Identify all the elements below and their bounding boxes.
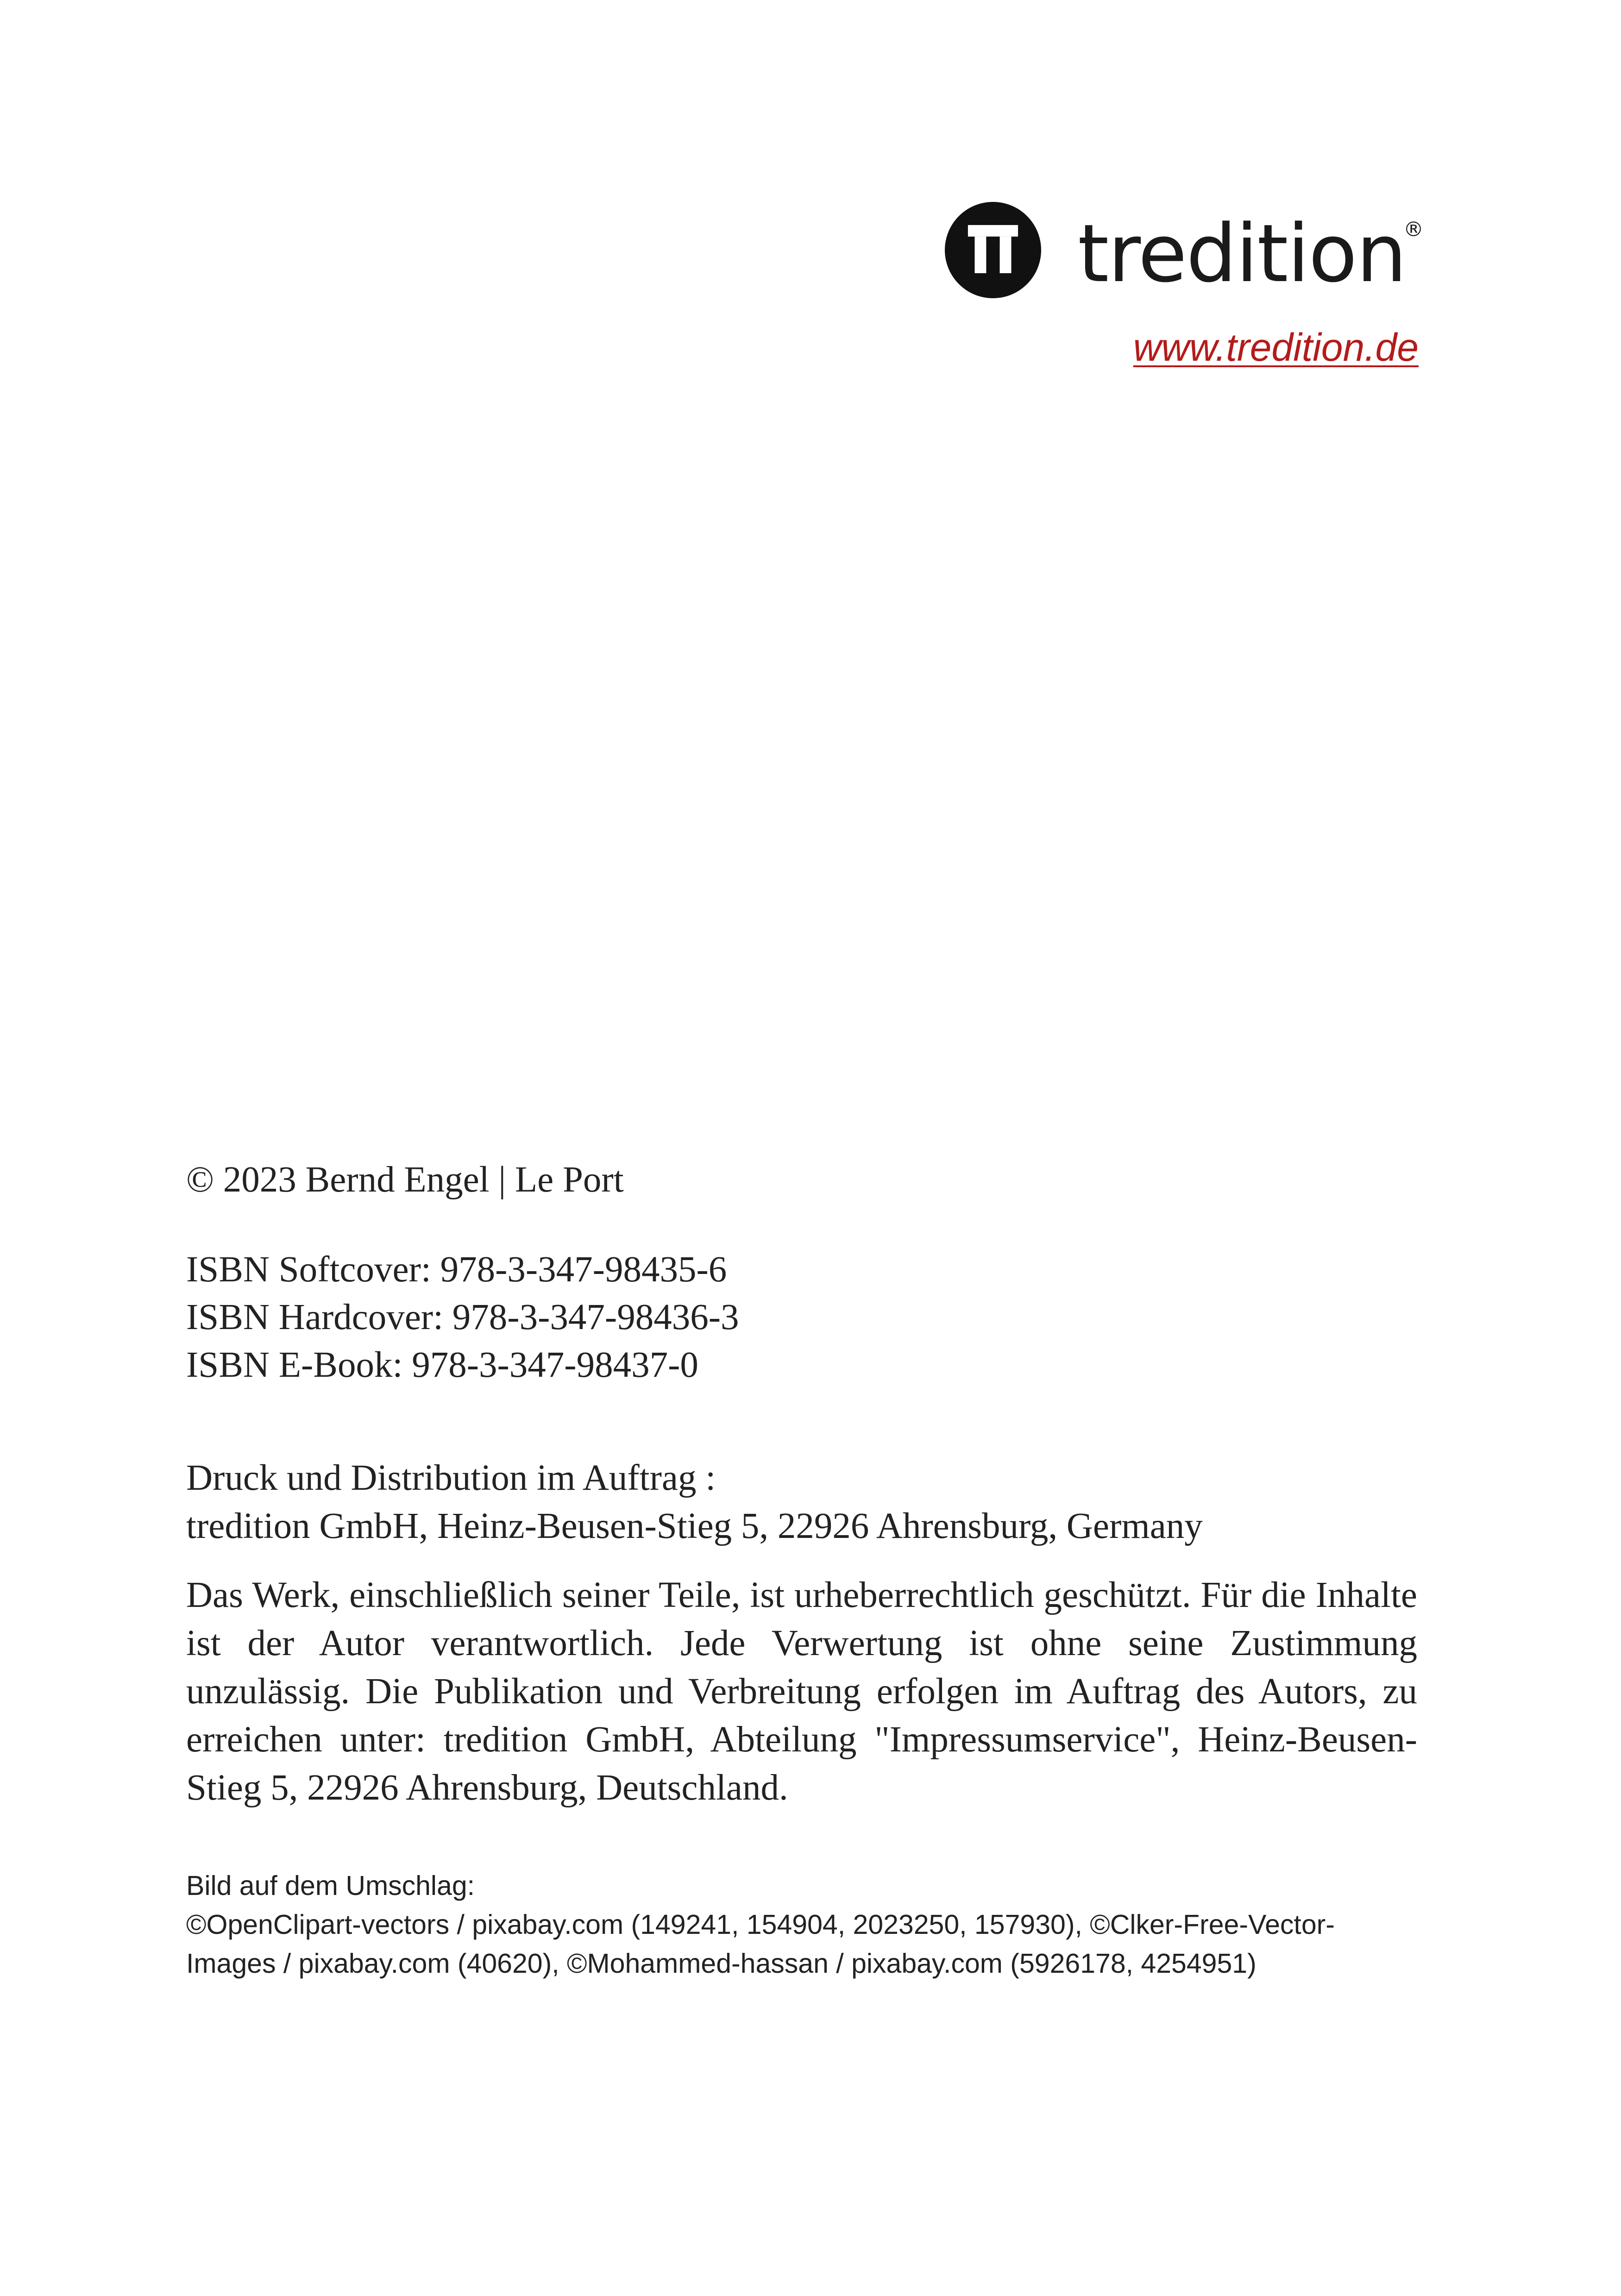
tredition-logo-icon (945, 202, 1041, 298)
logo-wordmark: tredition (1078, 207, 1406, 300)
publisher-website-link[interactable]: www.tredition.de (1133, 326, 1419, 369)
registered-mark: ® (1403, 218, 1424, 241)
copyright-line: © 2023 Bernd Engel | Le Port (186, 1160, 624, 1200)
cover-credits-line-2: Images / pixabay.com (40620), ©Mohammed-hassan / pixabay.com (5926178, 4254951) (186, 1948, 1257, 1979)
isbn-ebook: ISBN E-Book: 978-3-347-98437-0 (186, 1345, 698, 1385)
cover-credits (186, 1866, 1437, 1983)
isbn-hardcover: ISBN Hardcover: 978-3-347-98436-3 (186, 1297, 739, 1337)
publisher-logo (945, 199, 1424, 301)
cover-credits-line-1: ©OpenClipart-vectors / pixabay.com (149241, 154904, 2023250, 157930), ©Clker-Free-Vector- (186, 1909, 1335, 1940)
distribution-line-2: tredition GmbH, Heinz-Beusen-Stieg 5, 22926 Ahrensburg, Germany (186, 1506, 1203, 1546)
isbn-softcover: ISBN Softcover: 978-3-347-98435-6 (186, 1249, 727, 1290)
cover-credits-heading: Bild auf dem Umschlag: (186, 1870, 475, 1901)
distribution-line-1: Druck und Distribution im Auftrag : (186, 1458, 716, 1498)
legal-notice: Das Werk, einschließlich seiner Teile, ist urheberrechtlich geschützt. Für die Inhalte ist der Autor verantwortlich. Jede Verwertung ist ohne seine Zustimmung unzulässig. Die Publikation und Verbreitung erfolgen im Auftrag des Autors, zu erreichen unter: tredition GmbH, Abteilung "Impressumservice", Heinz-Beusen-Stieg 5, 22926 Ahrensburg, Deutschland. (186, 1575, 1417, 1808)
